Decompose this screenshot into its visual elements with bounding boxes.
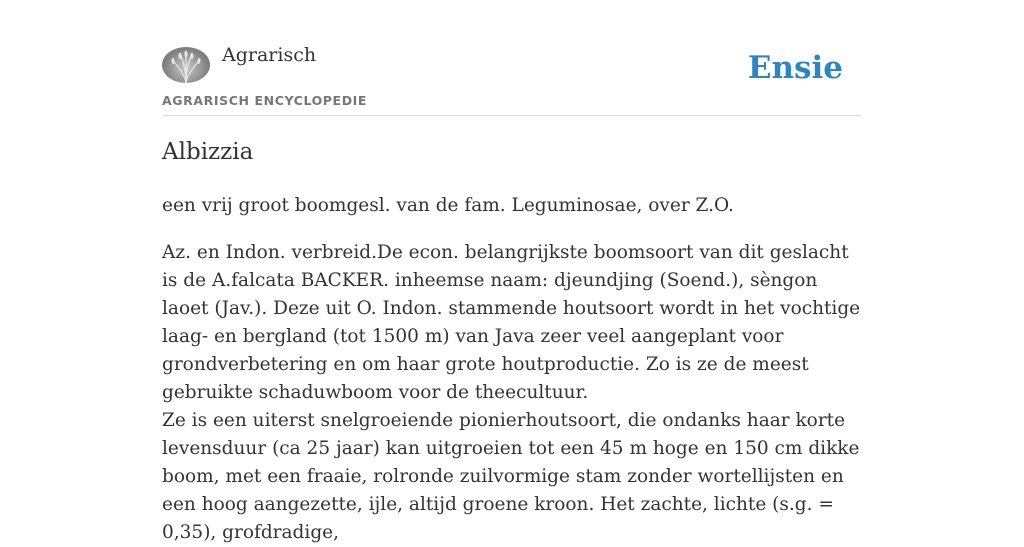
article-title: Albizzia (162, 139, 254, 165)
site-name-link[interactable]: Agrarisch (222, 44, 317, 66)
site-subtitle: AGRARISCH ENCYCLOPEDIE (162, 93, 368, 108)
ensie-brand-link[interactable]: Ensie (747, 50, 843, 86)
article-paragraph: een vrij groot boomgesl. van de fam. Leguminosae, over Z.O. (162, 195, 734, 216)
content-container (162, 0, 862, 543)
wheat-logo-icon[interactable] (162, 47, 210, 83)
article-paragraph: Az. en Indon. verbreid.De econ. belangrijkste boomsoort van dit geslacht is de A.falcata BACKER. inheemse naam: djeundjing (Soend.), sèngon laoet (Jav.). Deze uit O. Indon. stammende houtsoort wordt in het vochtige laag- en bergland (tot 1500 m) van Java zeer veel aangeplant voor grondverbetering en om haar grote houtproductie. Zo is ze de meest gebruikte schaduwboom voor de theecultuur. (162, 242, 861, 403)
site-header (162, 0, 862, 116)
article-paragraph: Ze is een uiterst snelgroeiende pionierhoutsoort, die ondanks haar korte levensduur (ca 25 jaar) kan uitgroeien tot een 45 m hoge en 150 cm dikke boom, met een fraaie, rolronde zuilvormige stam zonder wortellijsten en een hoog aangezette, ijle, altijd groene kroon. Het zachte, lichte (s.g. = 0,35), grofdradige, (162, 410, 860, 543)
